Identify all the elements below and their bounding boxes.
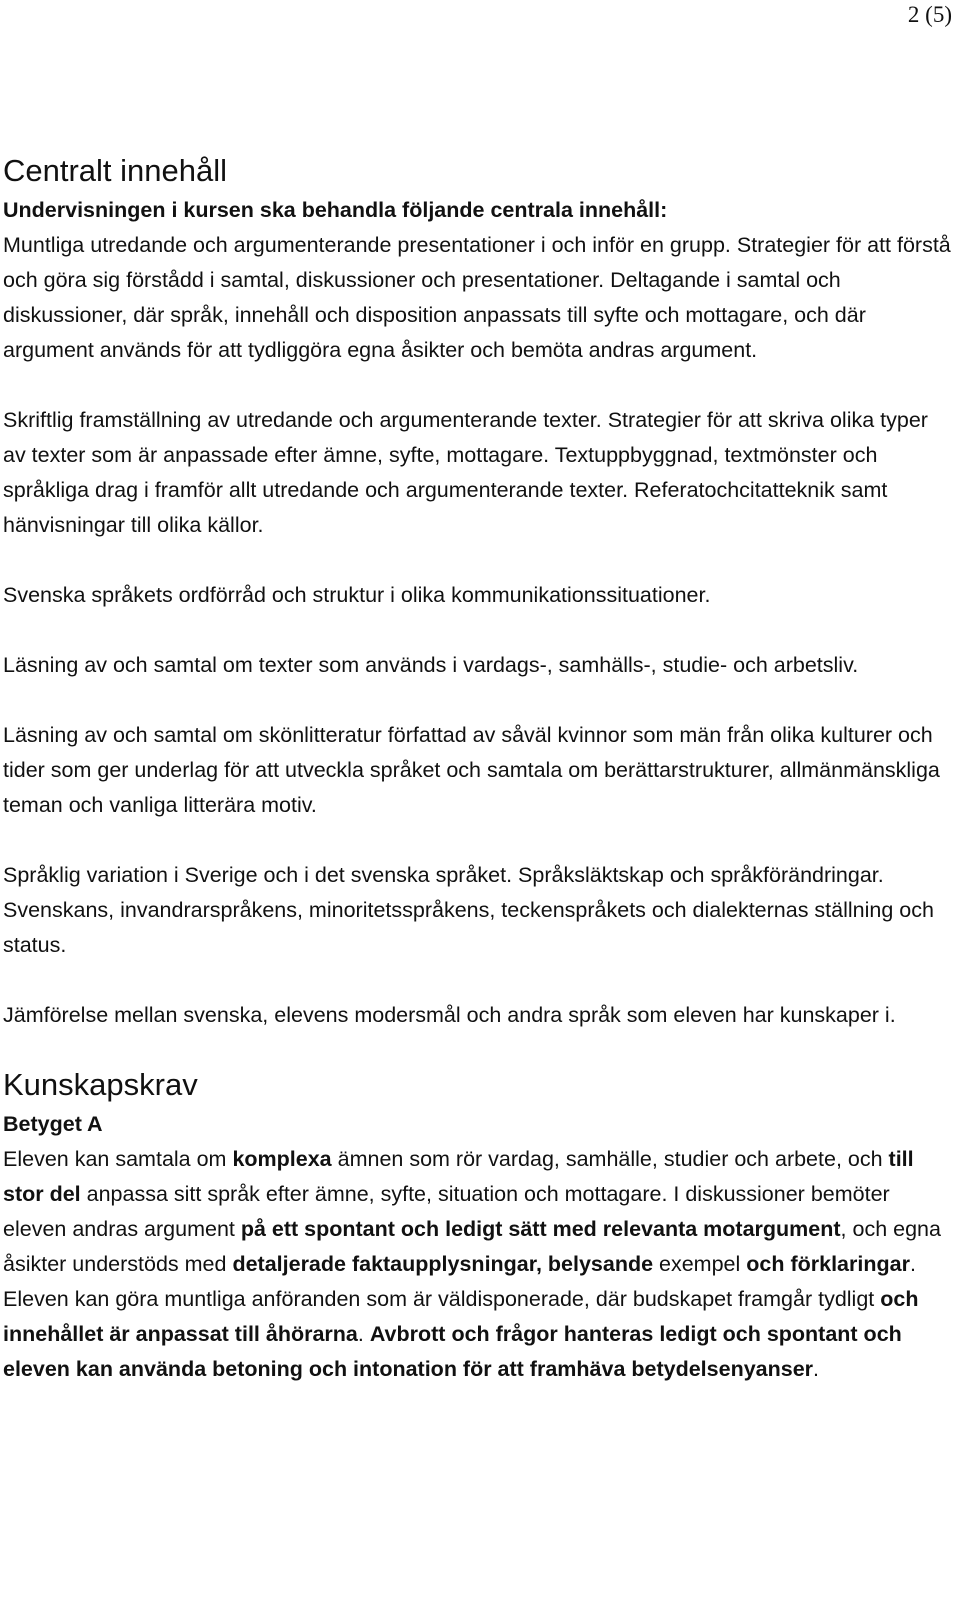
section-spacer — [3, 1033, 953, 1063]
grade-heading: Betyget A — [3, 1112, 103, 1136]
knowledge-requirements-section — [3, 1063, 953, 1387]
criteria-text: exempel — [653, 1252, 747, 1276]
criteria-emphasis: till stor del — [3, 1147, 914, 1206]
criteria-text: . Eleven kan göra muntliga anföranden som är väldisponerade, där budskapet framgår tydligt — [3, 1252, 916, 1311]
content-paragraph: Muntliga utredande och argumenterande presentationer i och inför en grupp. Strategier för att förstå och göra sig förstådd i samtal, diskussioner och presentationer. Deltagande i samtal och diskussioner, där språk, innehåll och disposition anpassats till syfte och mottagare, och där argument används för att tydliggöra egna åsikter och bemöta andras argument. — [3, 233, 951, 362]
criteria-text: . — [357, 1322, 370, 1346]
paragraph-spacer — [3, 613, 953, 648]
criteria-emphasis: på ett spontant och ledigt sätt med relevanta motargument — [240, 1217, 841, 1241]
grade-a-criteria — [3, 1142, 953, 1387]
content-paragraph: Läsning av och samtal om skönlitteratur författad av såväl kvinnor som män från olika kulturer och tider som ger underlag för att utveckla språket och samtala om berättarstrukturer, allmänmänskliga teman och vanliga litterära motiv. — [3, 723, 940, 817]
criteria-emphasis: detaljerade faktaupplysningar, belysande — [232, 1252, 654, 1276]
criteria-emphasis: och förklaringar — [746, 1252, 910, 1276]
criteria-text: , och egna åsikter understöds med — [3, 1217, 941, 1276]
content-paragraph: Svenska språkets ordförråd och struktur i olika kommunikationssituationer. — [3, 583, 711, 607]
content-paragraph: Jämförelse mellan svenska, elevens modersmål och andra språk som eleven har kunskaper i. — [3, 1003, 896, 1027]
central-content-intro: Undervisningen i kursen ska behandla följande centrala innehåll: — [3, 198, 668, 222]
central-content-section — [3, 149, 953, 1063]
paragraph-spacer — [3, 823, 953, 858]
knowledge-requirements-heading: Kunskapskrav — [3, 1067, 198, 1102]
paragraph-spacer — [3, 368, 953, 403]
criteria-emphasis: och innehållet är anpassat till åhörarna — [3, 1287, 919, 1346]
central-content-heading: Centralt innehåll — [3, 153, 228, 188]
document-content — [3, 149, 953, 1387]
criteria-text: Eleven kan samtala om — [3, 1147, 233, 1171]
content-paragraph: Språklig variation i Sverige och i det svenska språket. Språksläktskap och språkförändringar. Svenskans, invandrarspråkens, minoritetsspråkens, teckenspråkets och dialekternas ställning och status. — [3, 863, 934, 957]
criteria-text: ämnen som rör vardag, samhälle, studier och arbete, och — [331, 1147, 889, 1171]
page-number: 2 (5) — [907, 2, 952, 27]
criteria-text: . — [813, 1357, 820, 1381]
content-paragraph: Skriftlig framställning av utredande och argumenterande texter. Strategier för att skriva olika typer av texter som är anpassade efter ämne, syfte, mottagare. Textuppbyggnad, textmönster och språkliga drag i framför allt utredande och argumenterande texter. Referatochcitatteknik samt hänvisningar till olika källor. — [3, 408, 928, 537]
criteria-emphasis: komplexa — [232, 1147, 332, 1171]
criteria-emphasis: Avbrott och frågor hanteras ledigt och spontant och eleven kan använda betoning och intonation för att framhäva betydelsenyanser — [3, 1322, 902, 1381]
criteria-text: anpassa sitt språk efter ämne, syfte, situation och mottagare. I diskussioner bemöter eleven andras argument — [3, 1182, 890, 1241]
content-paragraph: Läsning av och samtal om texter som används i vardags-, samhälls-, studie- och arbetsliv. — [3, 653, 859, 677]
paragraph-spacer — [3, 963, 953, 998]
paragraph-spacer — [3, 683, 953, 718]
paragraph-spacer — [3, 543, 953, 578]
